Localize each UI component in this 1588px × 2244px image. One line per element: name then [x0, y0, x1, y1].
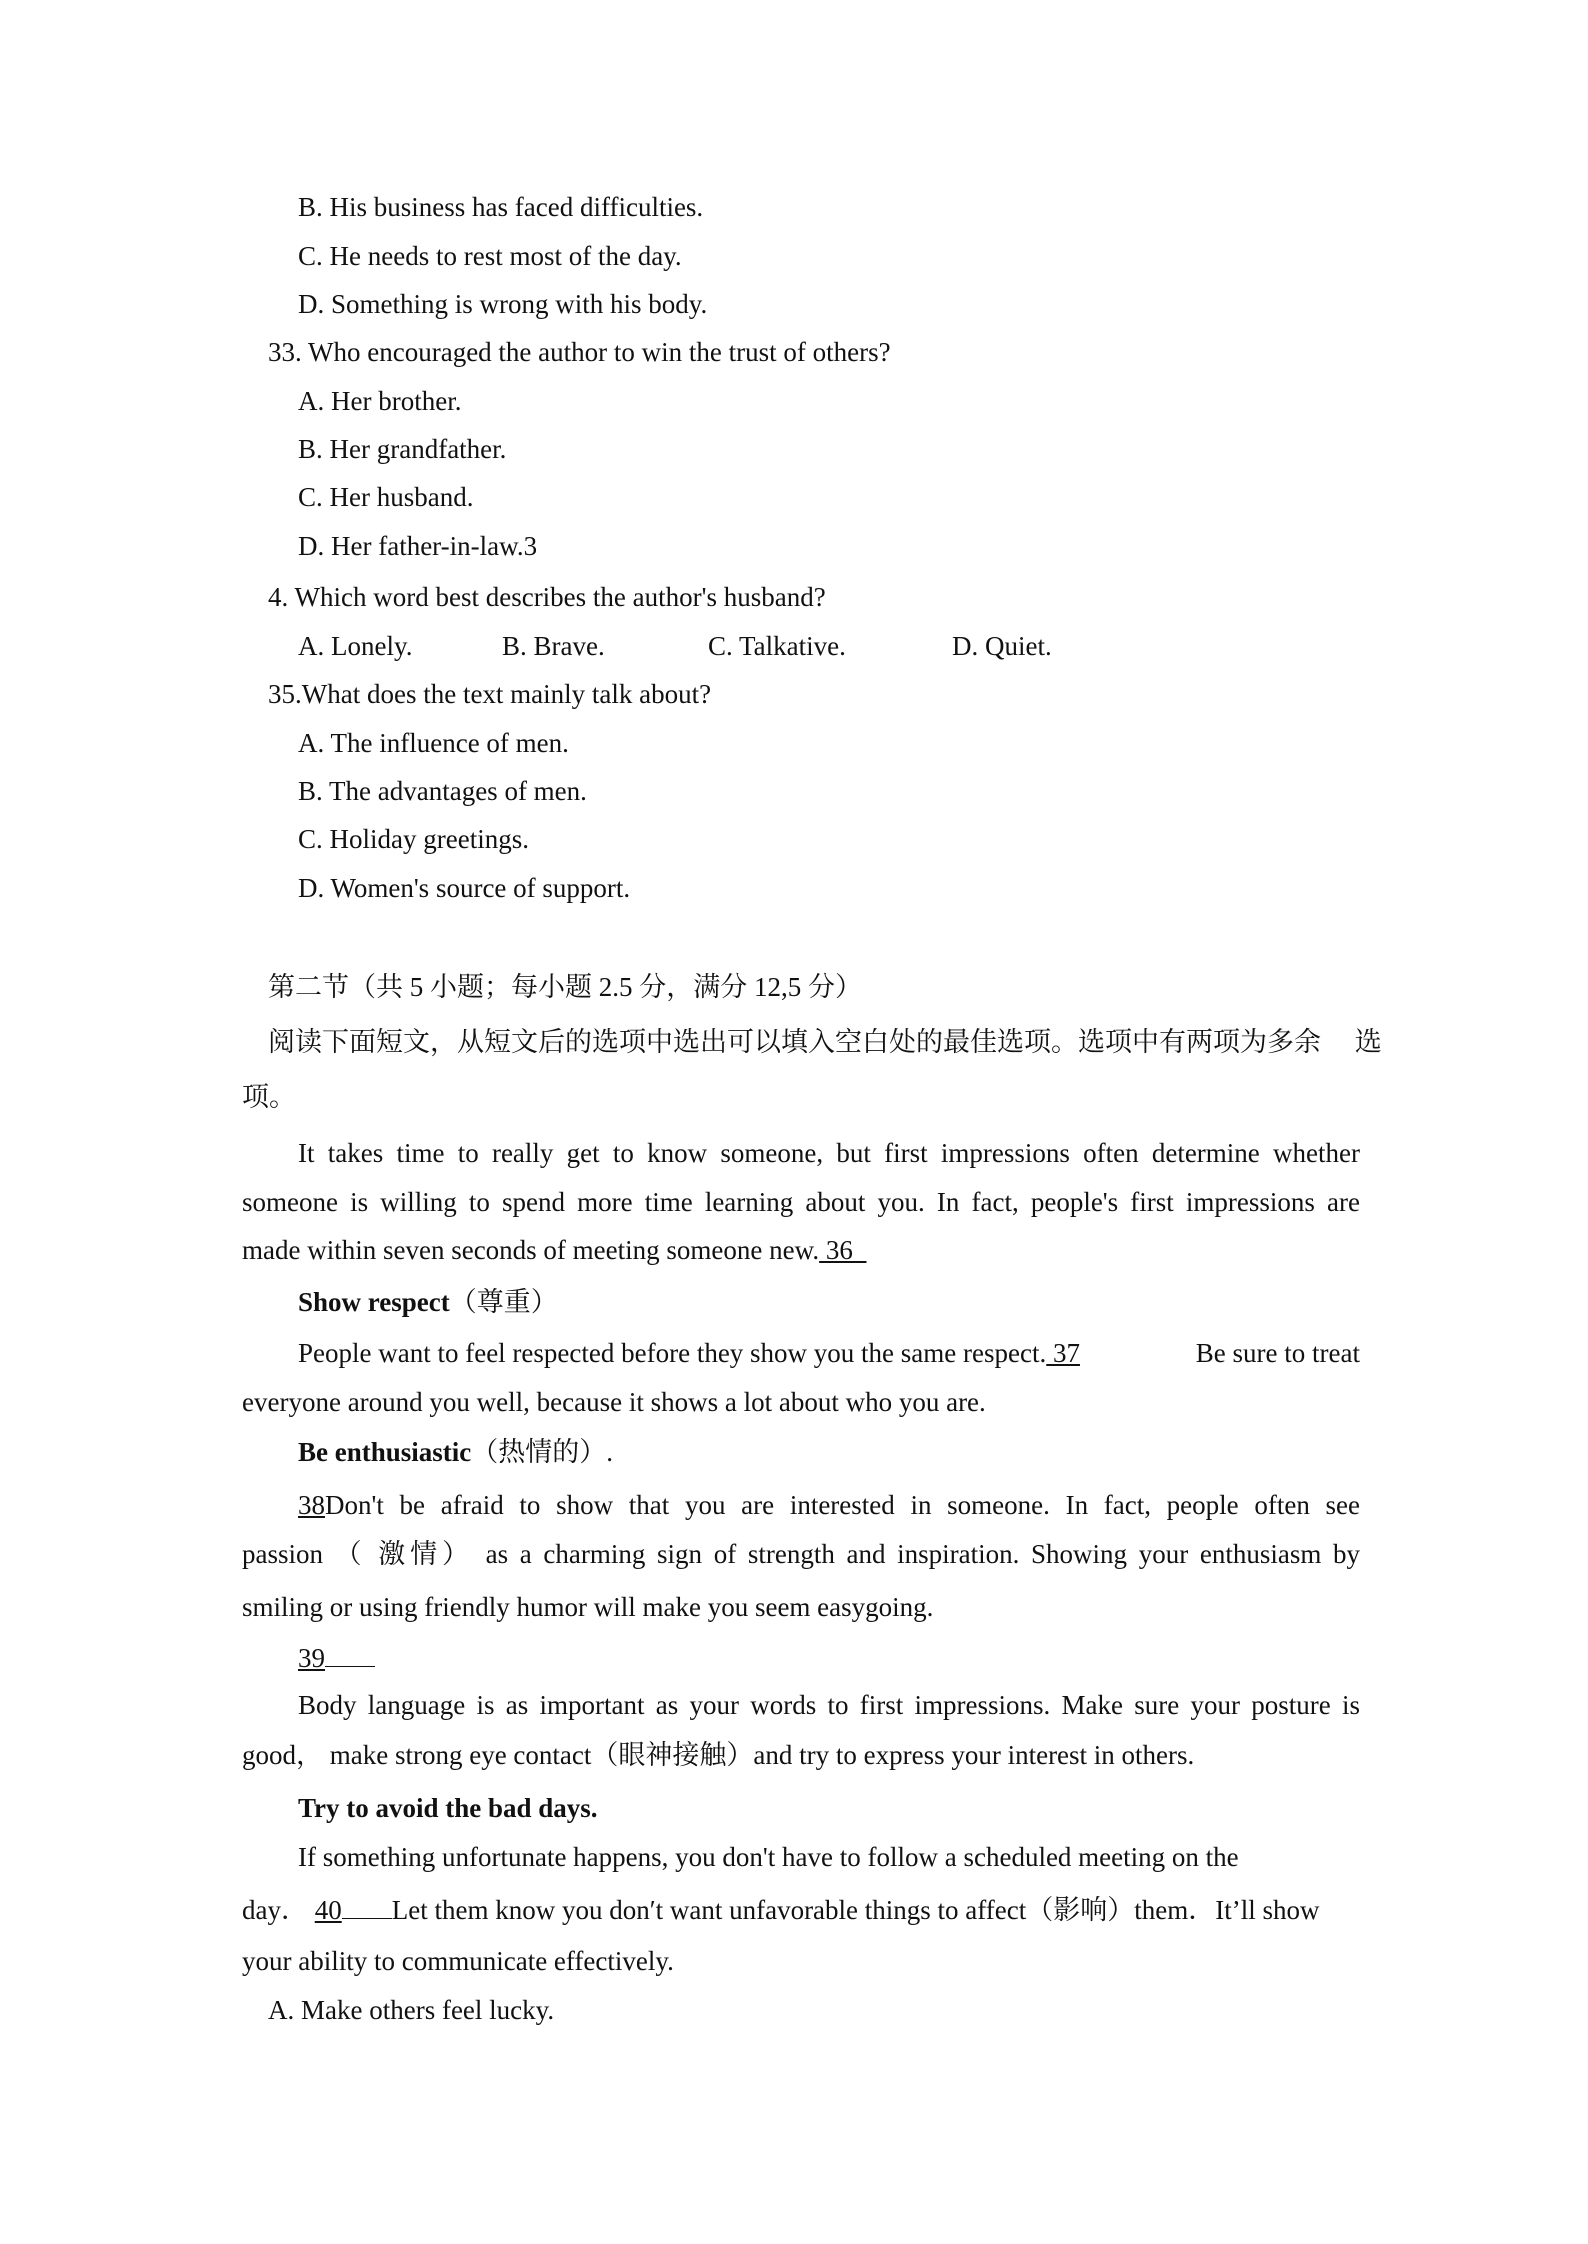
blank-38: 38: [298, 1490, 325, 1520]
q34-option-a: A. Lonely.: [298, 631, 413, 661]
blank-40-underline: [342, 1892, 392, 1919]
section-instruction: 阅读下面短文，从短文后的选项中选出可以填入空白处的最佳选项。选项中有两项为多余 选: [268, 1027, 1382, 1057]
q34-option-d: D. Quiet.: [952, 631, 1052, 661]
p5-line2: day． 40 Let them know you don′t want unfavorable things to affect（影响）them．It’ll show: [242, 1892, 1319, 1927]
p5-line1: If something unfortunate happens, you don't have to follow a scheduled meeting on the: [298, 1842, 1239, 1872]
section-header: 第二节（共 5 小题；每小题 2.5 分，满分 12,5 分）: [268, 972, 862, 1002]
blank-40: 40: [314, 1895, 342, 1925]
p5-line3: your ability to communicate effectively.: [242, 1946, 674, 1976]
section-instruction-cont: 项。: [242, 1082, 296, 1112]
p2-line2: everyone around you well, because it shows a lot about who you are.: [242, 1387, 986, 1417]
q34-option-b: B. Brave.: [502, 631, 605, 661]
p2-line1: People want to feel respected before they show you the same respect. 37 Be sure to treat: [298, 1338, 1360, 1368]
q34-option-c: C. Talkative.: [708, 631, 846, 661]
blank-39-line: [298, 1640, 375, 1675]
q35-option-c: C. Holiday greetings.: [298, 824, 529, 854]
q35-option-d: D. Women's source of support.: [298, 873, 631, 903]
q35-option-b: B. The advantages of men.: [298, 776, 587, 806]
answer-option-a: A. Make others feel lucky.: [268, 1995, 555, 2025]
p4-line1: Body language is as important as your words to first impressions. Make sure your posture is: [298, 1690, 1360, 1720]
q32-option-b: B. His business has faced difficulties.: [298, 192, 704, 222]
q33-option-b: B. Her grandfather.: [298, 434, 507, 464]
p3-line3: smiling or using friendly humor will make you seem easygoing.: [242, 1592, 934, 1622]
p1-line1: It takes time to really get to know someone, but first impressions often determine whether: [298, 1138, 1360, 1168]
q33-option-d: D. Her father-in-law.3: [298, 531, 538, 561]
q34-stem: 4. Which word best describes the author's husband?: [268, 582, 826, 612]
p1-line3: made within seven seconds of meeting someone new. 36_: [242, 1235, 867, 1265]
q33-option-a: A. Her brother.: [298, 386, 462, 416]
q35-option-a: A. The influence of men.: [298, 728, 569, 758]
blank-36: 36_: [819, 1235, 867, 1265]
p1-line2: someone is willing to spend more time learning about you. In fact, people's first impressions are: [242, 1187, 1360, 1217]
blank-39: 39: [298, 1643, 325, 1673]
p3-line2: passion （ 激情） as a charming sign of strength and inspiration. Showing your enthusiasm by: [242, 1539, 1360, 1569]
q32-option-c: C. He needs to rest most of the day.: [298, 241, 682, 271]
blank-37: 37: [1046, 1338, 1080, 1368]
q35-stem: 35.What does the text mainly talk about?: [268, 679, 712, 709]
q33-option-c: C. Her husband.: [298, 482, 474, 512]
q33-stem: 33. Who encouraged the author to win the trust of others?: [268, 337, 891, 367]
heading-be-enthusiastic: Be enthusiastic（热情的）.: [298, 1437, 614, 1467]
p4-line2: good， make strong eye contact（眼神接触）and try to express your interest in others.: [242, 1740, 1195, 1770]
p3-line1: 38 Don't be afraid to show that you are interested in someone. In fact, people often see: [298, 1490, 1360, 1520]
heading-show-respect: Show respect（尊重）: [298, 1287, 558, 1317]
blank-39-underline: [325, 1640, 375, 1667]
heading-avoid-bad-days: Try to avoid the bad days.: [298, 1793, 598, 1823]
q32-option-d: D. Something is wrong with his body.: [298, 289, 708, 319]
